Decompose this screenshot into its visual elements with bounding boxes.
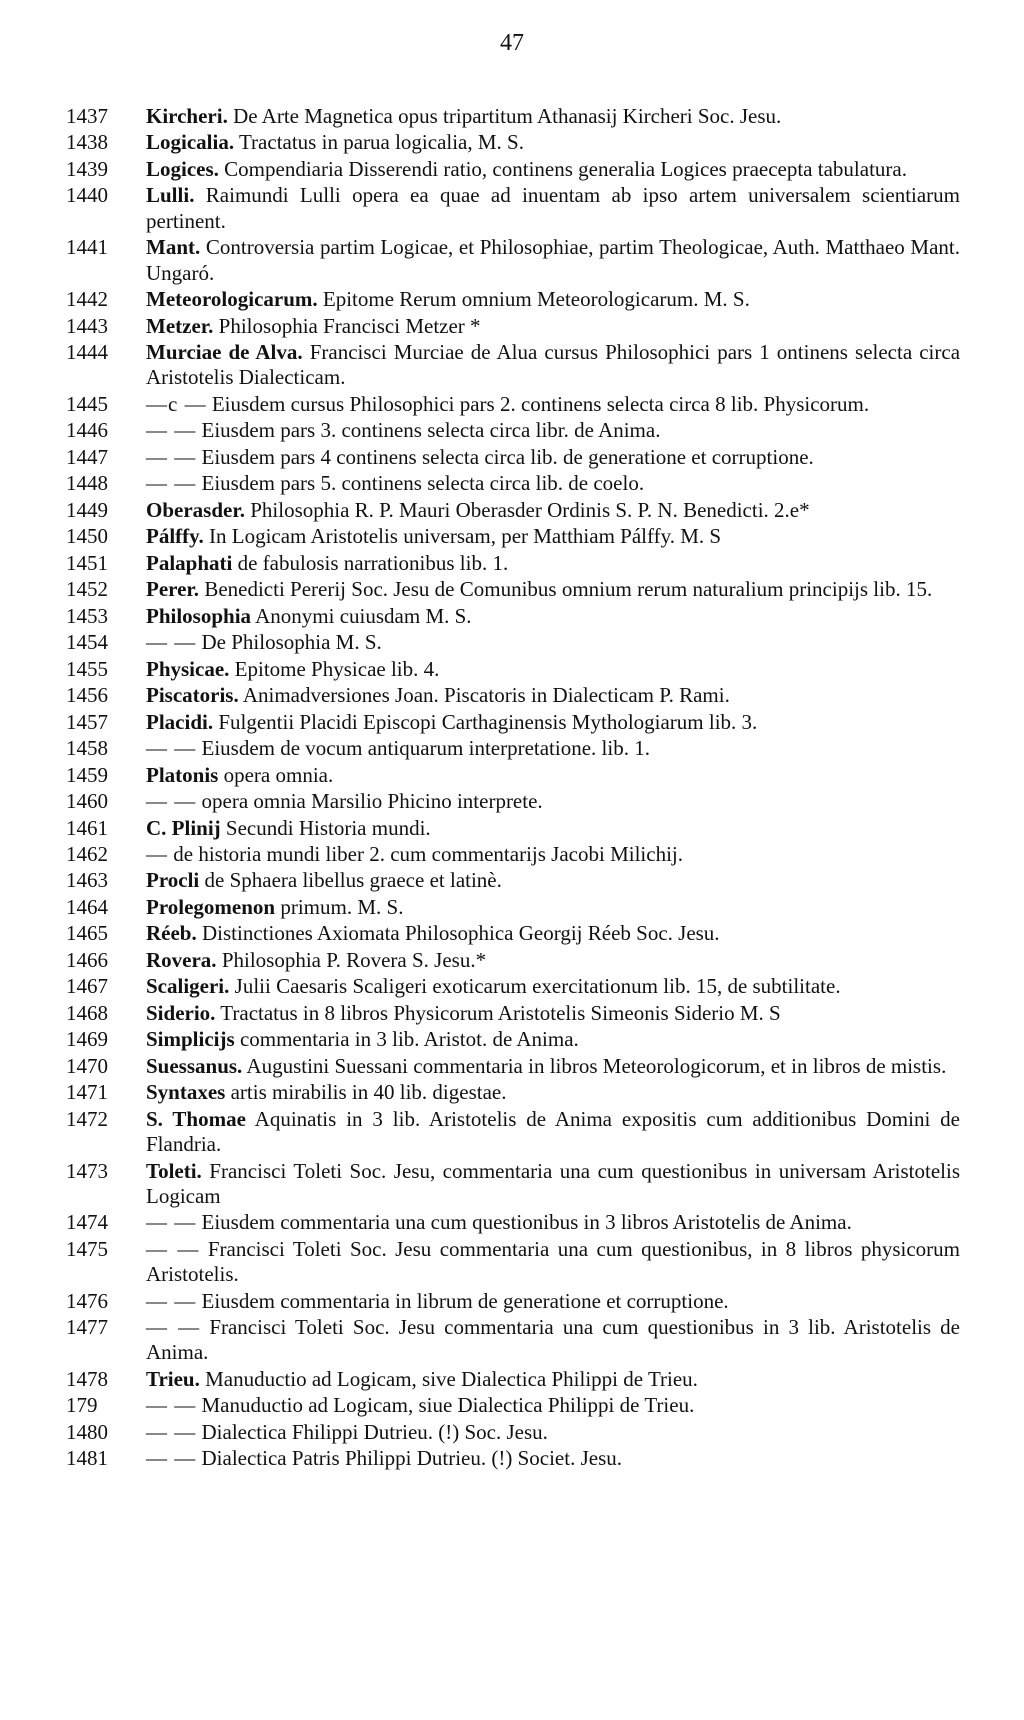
entry-body (146, 340, 960, 389)
entry-number: 179 (66, 1393, 98, 1418)
entry-heading: Logices. (146, 156, 219, 181)
entry-number: 1472 (66, 1106, 108, 1131)
entry-body (146, 710, 757, 734)
entry-heading: Simplicijs (146, 1027, 235, 1052)
ditto-dash: — — (146, 1419, 197, 1444)
entry-body (146, 630, 382, 654)
entry-text: Raimundi Lulli opera ea quae ad inuentam ab ipso artem universalem scientiarum pertinent. (146, 183, 961, 233)
entry-body (146, 1289, 729, 1313)
entry-body (146, 1001, 781, 1025)
entry-number: 1455 (66, 656, 108, 681)
entry-number: 1466 (66, 947, 108, 972)
catalog-entry (66, 816, 960, 841)
catalog-entry (66, 604, 960, 629)
entry-text: Francisci Murciae de Alua cursus Philosophici pars 1 ontinens selecta circa Aristotelis Dialecticam. (146, 339, 961, 390)
catalog-entry (66, 921, 960, 946)
catalog-entry (66, 104, 960, 129)
catalog-entry (66, 418, 960, 443)
entry-number: 1442 (66, 287, 108, 312)
ditto-dash: — (146, 842, 168, 866)
entry-text: In Logicam Aristotelis universam, per Matthiam Pálffy. M. S (209, 524, 722, 549)
ditto-dash: — — (146, 1393, 197, 1418)
catalog-entry (66, 763, 960, 788)
ditto-dash: — — (146, 1315, 201, 1340)
entry-text: opera omnia. (223, 762, 334, 787)
catalog-entry (66, 498, 960, 523)
entry-text: Philosophia R. P. Mauri Oberasder Ordinis S. P. N. Benedicti. 2.e* (250, 497, 810, 522)
catalog-entry (66, 235, 960, 286)
entry-number: 1445 (66, 391, 108, 416)
entry-heading: Kircheri. (146, 104, 228, 128)
entry-number: 1459 (66, 762, 108, 787)
entry-text: Compendiaria Disserendi ratio, continens generalia Logices praecepta tabulatura. (224, 156, 907, 181)
entry-number: 1452 (66, 577, 108, 602)
entry-text: Epitome Rerum omnium Meteorologicarum. M. S. (322, 287, 750, 312)
ditto-dash: — — (146, 630, 197, 655)
entry-heading: Palaphati (146, 550, 233, 575)
entry-number: 1461 (66, 815, 108, 840)
entry-text: Eiusdem cursus Philosophici pars 2. continens selecta circa 8 lib. Physicorum. (211, 391, 870, 416)
catalog-entry (66, 1289, 960, 1314)
entry-number: 1441 (66, 235, 108, 260)
entry-number: 1462 (66, 842, 108, 866)
catalog-entry (66, 183, 960, 234)
entry-heading: Piscatoris. (146, 683, 239, 708)
entry-number: 1458 (66, 736, 108, 761)
entry-number: 1465 (66, 921, 108, 946)
ditto-dash: — — (146, 418, 197, 443)
catalog-entry (66, 1210, 960, 1235)
entry-text: de fabulosis narrationibus lib. 1. (237, 550, 509, 575)
entry-text: Anonymi cuiusdam M. S. (255, 603, 472, 628)
entry-heading: Procli (146, 868, 200, 893)
entry-text: Controversia partim Logicae, et Philosophiae, partim Theologicae, Auth. Matthaeo Mant. Ungaró. (146, 235, 960, 285)
entry-heading: Mant. (146, 235, 201, 260)
entry-body (146, 418, 660, 442)
entry-number: 1443 (66, 313, 108, 338)
entry-body (146, 498, 810, 522)
catalog-entry (66, 551, 960, 576)
entry-body (146, 1210, 852, 1234)
catalog-entry (66, 948, 960, 973)
entry-number: 1457 (66, 709, 108, 734)
entry-text: Philosophia Francisci Metzer * (218, 313, 481, 338)
catalog-entry (66, 130, 960, 155)
catalog-entry (66, 1315, 960, 1366)
entry-body (146, 604, 472, 628)
catalog-entry (66, 683, 960, 708)
entry-heading: Syntaxes (146, 1080, 226, 1105)
entry-number: 1454 (66, 630, 108, 655)
entry-body (146, 314, 481, 338)
entry-text: Philosophia P. Rovera S. Jesu.* (221, 947, 487, 972)
entry-body (146, 235, 960, 284)
ditto-dash: — — (146, 1288, 197, 1313)
catalog-entry (66, 340, 960, 391)
catalog-entry (66, 1027, 960, 1052)
entry-text: Francisci Toleti Soc. Jesu, commentaria una cum questionibus in universam Aristotelis Logicam (146, 1158, 960, 1208)
entry-body (146, 1080, 506, 1104)
ditto-dash: — — (146, 471, 197, 496)
entry-heading: S. Thomae (146, 1106, 246, 1131)
ditto-dash: — — (146, 1236, 200, 1261)
catalog-entry (66, 1446, 960, 1471)
entry-number: 1480 (66, 1419, 108, 1444)
entry-body (146, 816, 431, 840)
entry-number: 1437 (66, 104, 108, 128)
catalog-entry (66, 287, 960, 312)
entry-number: 1440 (66, 183, 108, 208)
entry-number: 1474 (66, 1210, 108, 1235)
entry-text: Augustini Suessani commentaria in libros Meteorologicorum, et in libros de mistis. (246, 1053, 947, 1078)
entry-text: Tractatus in 8 libros Physicorum Aristotelis Simeonis Siderio M. S (220, 1000, 781, 1025)
entry-number: 1473 (66, 1158, 108, 1183)
entry-heading: Pálffy. (146, 524, 204, 549)
entry-text: Julii Caesaris Scaligeri exoticarum exercitationum lib. 15, de subtilitate. (234, 974, 841, 999)
entry-heading: Oberasder. (146, 497, 245, 522)
entry-text: Francisci Toleti Soc. Jesu commentaria una cum questionibus, in 8 libros physicorum Aristotelis. (146, 1236, 961, 1287)
catalog-entry (66, 789, 960, 814)
entry-heading: Physicae. (146, 656, 230, 681)
entry-number: 1477 (66, 1315, 108, 1340)
entry-body (146, 1027, 579, 1051)
entry-number: 1453 (66, 603, 108, 628)
entry-text: De Philosophia M. S. (201, 630, 382, 655)
ditto-dash: — — (146, 1446, 197, 1471)
entry-body (146, 1237, 960, 1286)
catalog-entry (66, 1367, 960, 1392)
entry-text: artis mirabilis in 40 lib. digestae. (230, 1080, 507, 1105)
entry-number: 1449 (66, 497, 108, 522)
entry-number: 1439 (66, 156, 108, 181)
entry-number: 1450 (66, 524, 108, 549)
entry-number: 1460 (66, 789, 108, 814)
catalog-entry (66, 1393, 960, 1418)
entry-number: 1444 (66, 339, 108, 364)
entry-heading: Trieu. (146, 1366, 200, 1391)
catalog-entry (66, 868, 960, 893)
entry-heading: Placidi. (146, 709, 214, 734)
entry-heading: Réeb. (146, 921, 197, 946)
entry-body (146, 551, 508, 575)
catalog-entry (66, 1237, 960, 1288)
entry-heading: Platonis (146, 762, 219, 787)
entry-text: Dialectica Fhilippi Dutrieu. (!) Soc. Jesu. (201, 1419, 548, 1444)
entry-number: 1481 (66, 1446, 108, 1471)
catalog-entry (66, 710, 960, 735)
entry-heading: Toleti. (146, 1158, 202, 1183)
entry-body (146, 683, 730, 707)
entry-body (146, 921, 720, 945)
entry-text: primum. M. S. (280, 894, 404, 919)
entry-heading: C. Plinij (146, 815, 221, 840)
entry-body (146, 895, 403, 919)
entry-heading: Scaligeri. (146, 974, 230, 999)
entry-number: 1467 (66, 974, 108, 999)
entry-body (146, 577, 932, 601)
ditto-dash: — — (146, 1210, 197, 1235)
catalog-entry (66, 445, 960, 470)
entry-body (146, 287, 750, 311)
catalog-entry (66, 314, 960, 339)
entry-heading: Philosophia (146, 603, 252, 628)
entry-heading: Logicalia. (146, 130, 235, 155)
entry-body (146, 1393, 694, 1417)
entry-number: 1448 (66, 471, 108, 496)
entry-body (146, 1367, 698, 1391)
entry-body (146, 1420, 548, 1444)
entry-text: Fulgentii Placidi Episcopi Carthaginensis Mythologiarum lib. 3. (218, 709, 758, 734)
entry-body (146, 524, 721, 548)
entry-number: 1446 (66, 418, 108, 443)
entry-heading: Metzer. (146, 313, 214, 338)
catalog-entry (66, 1001, 960, 1026)
ditto-dash: — — (146, 736, 197, 761)
entry-text: Eiusdem commentaria una cum questionibus in 3 libros Aristotelis de Anima. (201, 1210, 852, 1235)
entry-body (146, 392, 869, 416)
entry-number: 1464 (66, 894, 108, 919)
entry-body (146, 104, 781, 128)
entry-heading: Murciae de Alva. (146, 339, 303, 364)
entry-number: 1470 (66, 1053, 108, 1078)
entry-text: Epitome Physicae lib. 4. (234, 656, 440, 681)
entry-number: 1478 (66, 1366, 108, 1391)
entry-body (146, 763, 333, 787)
catalog-entry (66, 1080, 960, 1105)
catalog-entries (66, 104, 960, 1473)
catalog-entry (66, 392, 960, 417)
catalog-entry (66, 895, 960, 920)
catalog-entry (66, 842, 960, 867)
catalog-entry (66, 1420, 960, 1445)
entry-body (146, 948, 486, 972)
entry-text: Distinctiones Axiomata Philosophica Georgij Réeb Soc. Jesu. (202, 921, 720, 946)
page-number: 47 (500, 30, 524, 56)
entry-body (146, 445, 814, 469)
entry-body (146, 1315, 960, 1364)
entry-heading: Lulli. (146, 183, 195, 208)
ditto-dash: — — (146, 444, 197, 469)
entry-text: Benedicti Pererij Soc. Jesu de Comunibus omnium rerum naturalium principijs lib. 15. (204, 577, 933, 602)
entry-number: 1468 (66, 1000, 108, 1025)
entry-text: Dialectica Patris Philippi Dutrieu. (!) Societ. Jesu. (201, 1446, 622, 1471)
catalog-entry (66, 1054, 960, 1079)
entry-text: Francisci Toleti Soc. Jesu commentaria una cum questionibus in 3 lib. Aristotelis de Anima. (146, 1315, 961, 1365)
entry-body (146, 471, 644, 495)
entry-text: Eiusdem pars 5. continens selecta circa lib. de coelo. (201, 471, 645, 496)
entry-body (146, 842, 683, 866)
catalog-entry (66, 736, 960, 761)
entry-text: de historia mundi liber 2. cum commentarijs Jacobi Milichij. (173, 842, 683, 866)
entry-body (146, 1446, 622, 1470)
entry-body (146, 157, 907, 181)
entry-text: Manuductio ad Logicam, sive Dialectica Philippi de Trieu. (205, 1366, 698, 1391)
ditto-dash: — — (146, 789, 197, 814)
entry-body (146, 657, 439, 681)
catalog-entry (66, 1159, 960, 1210)
entry-text: Eiusdem pars 4 continens selecta circa lib. de generatione et corruptione. (201, 444, 814, 469)
entry-heading: Suessanus. (146, 1053, 243, 1078)
entry-number: 1451 (66, 550, 108, 575)
entry-body (146, 1159, 960, 1208)
ditto-dash: —c — (146, 391, 207, 416)
entry-text: Aquinatis in 3 lib. Aristotelis de Anima expositis cum additionibus Domini de Flandria. (146, 1106, 960, 1157)
entry-body (146, 736, 650, 760)
entry-text: Animadversiones Joan. Piscatoris in Dialecticam P. Rami. (242, 683, 730, 708)
entry-text: de Sphaera libellus graece et latinè. (204, 868, 502, 893)
entry-text: De Arte Magnetica opus tripartitum Athanasij Kircheri Soc. Jesu. (233, 104, 782, 128)
catalog-entry (66, 157, 960, 182)
entry-text: Eiusdem de vocum antiquarum interpretatione. lib. 1. (201, 736, 650, 761)
entry-text: Eiusdem commentaria in librum de generatione et corruptione. (201, 1288, 729, 1313)
entry-body (146, 1107, 960, 1156)
entry-heading: Meteorologicarum. (146, 287, 318, 312)
entry-text: Tractatus in parua logicalia, M. S. (238, 130, 524, 155)
entry-text: opera omnia Marsilio Phicino interprete. (201, 789, 543, 814)
entry-number: 1438 (66, 130, 108, 155)
entry-body (146, 868, 502, 892)
entry-text: Manuductio ad Logicam, siue Dialectica Philippi de Trieu. (201, 1393, 695, 1418)
entry-heading: Rovera. (146, 947, 217, 972)
catalog-entry (66, 974, 960, 999)
entry-number: 1476 (66, 1288, 108, 1313)
entry-number: 1469 (66, 1027, 108, 1052)
entry-number: 1456 (66, 683, 108, 708)
catalog-entry (66, 471, 960, 496)
entry-heading: Prolegomenon (146, 894, 276, 919)
entry-body (146, 130, 524, 154)
entry-body (146, 789, 543, 813)
entry-number: 1471 (66, 1080, 108, 1105)
entry-heading: Perer. (146, 577, 200, 602)
catalog-entry (66, 524, 960, 549)
entry-number: 1463 (66, 868, 108, 893)
entry-text: Eiusdem pars 3. continens selecta circa libr. de Anima. (201, 418, 661, 443)
entry-body (146, 1054, 946, 1078)
entry-body (146, 974, 841, 998)
entry-text: Secundi Historia mundi. (225, 815, 431, 840)
entry-number: 1447 (66, 444, 108, 469)
entry-text: commentaria in 3 lib. Aristot. de Anima. (239, 1027, 579, 1052)
entry-number: 1475 (66, 1236, 108, 1261)
catalog-entry (66, 1107, 960, 1158)
catalog-entry (66, 630, 960, 655)
entry-heading: Siderio. (146, 1000, 216, 1025)
catalog-entry (66, 577, 960, 602)
entry-body (146, 183, 960, 232)
catalog-entry (66, 657, 960, 682)
